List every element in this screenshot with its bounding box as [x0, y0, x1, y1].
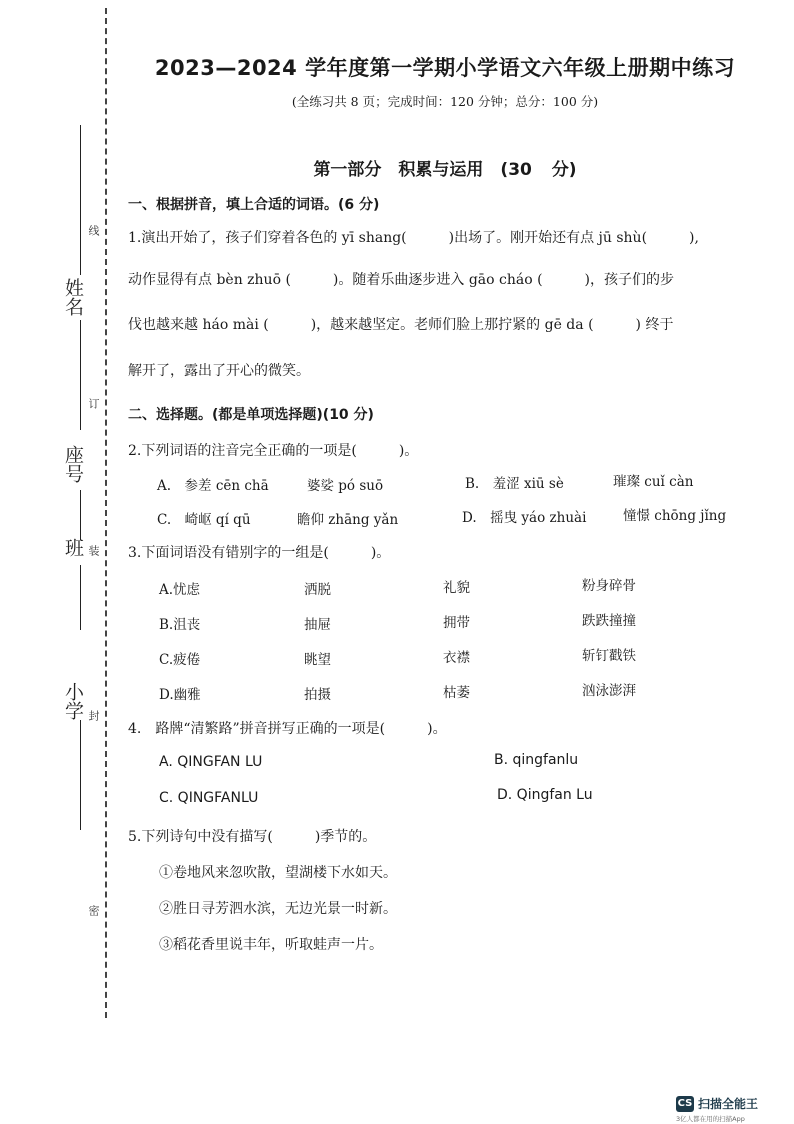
q2-option-b-word2: 璀璨 cuǐ càn	[613, 474, 694, 490]
exam-subtitle: (全练习共 8 页；完成时间：120 分钟；总分：100 分)	[291, 94, 599, 109]
q1-line-2: 动作显得有点 bèn zhuō ( )。随着乐曲逐步进入 gāo cháo ( )，孩子们的步	[128, 272, 675, 288]
q2-option-c-word2: 瞻仰 zhāng yǎn	[297, 512, 399, 528]
q4-option-b: B. qingfanlu	[494, 752, 579, 768]
binding-char-mi: 密	[87, 905, 100, 916]
scanner-logo-icon: CS	[676, 1096, 694, 1112]
q3-d-2: 拍摄	[304, 687, 331, 703]
binding-char-zhuang: 装	[87, 545, 100, 556]
scanner-tagline: 3亿人都在用的扫描App	[676, 1115, 745, 1123]
q3-a-4: 粉身碎骨	[582, 578, 636, 594]
exam-title: 2023—2024 学年度第一学期小学语文六年级上册期中练习	[154, 56, 736, 80]
q5-poem-2: ②胜日寻芳泗水滨，无边光景一时新。	[159, 901, 397, 917]
q3-c-1: C.疲倦	[159, 652, 201, 668]
q3-b-4: 跌跌撞撞	[582, 613, 636, 629]
binding-char-line: 线	[87, 225, 100, 236]
q3-stem: 3.下面词语没有错别字的一组是( )。	[128, 545, 391, 561]
q4-option-a: A. QINGFAN LU	[159, 754, 263, 770]
binding-char-feng: 封	[87, 710, 100, 721]
q5-poem-1: ①卷地风来忽吹散，望湖楼下水如天。	[159, 865, 397, 881]
q1-line-4: 解开了，露出了开心的微笑。	[128, 363, 310, 379]
q1-line-1: 1.演出开始了，孩子们穿着各色的 yī shang( )出场了。刚开始还有点 jū shù( ),	[128, 230, 699, 246]
scanner-watermark	[676, 1095, 758, 1112]
q3-d-1: D.幽雅	[159, 687, 201, 703]
q3-c-4: 斩钉戳铁	[582, 648, 636, 664]
name-rule	[80, 125, 81, 275]
q2-option-d-word2: 憧憬 chōng jǐng	[623, 508, 727, 524]
q2-option-d: D. 摇曳 yáo zhuài	[462, 510, 587, 526]
class-rule-bottom	[80, 565, 81, 630]
q2-option-a-word2: 婆娑 pó suō	[307, 478, 384, 494]
class-rule-top	[80, 490, 81, 540]
q3-a-2: 洒脱	[304, 582, 331, 598]
q5-poem-3: ③稻花香里说丰年，听取蛙声一片。	[159, 937, 383, 953]
q1-line-3: 伐也越来越 háo mài ( )，越来越坚定。老师们脸上那拧紧的 gē da ( ) 终于	[128, 317, 674, 333]
q4-stem: 4. 路牌“清繁路”拼音拼写正确的一项是( )。	[128, 721, 447, 737]
section1-title: 一、根据拼音，填上合适的词语。(6 分)	[128, 197, 380, 213]
binding-dashed-line	[105, 8, 107, 1018]
q3-d-3: 枯萎	[443, 685, 470, 701]
q2-option-b: B. 羞涩 xiū sè	[465, 476, 564, 492]
school-rule	[80, 720, 81, 830]
seat-label: 座号	[62, 445, 84, 483]
scanner-name: 扫描全能王	[698, 1097, 759, 1111]
seat-rule	[80, 320, 81, 430]
section2-title: 二、选择题。(都是单项选择题)(10 分)	[128, 407, 374, 423]
q2-option-a: A. 参差 cēn chā	[157, 478, 269, 494]
q3-d-4: 汹泳澎湃	[582, 683, 636, 699]
q3-b-2: 抽屉	[304, 617, 331, 633]
q3-b-1: B.沮丧	[159, 617, 201, 633]
q3-a-1: A.忧虑	[159, 582, 201, 598]
q5-stem: 5.下列诗句中没有描写( )季节的。	[128, 829, 377, 845]
name-label: 姓名	[62, 278, 84, 316]
q3-b-3: 拥带	[443, 615, 470, 631]
q4-option-d: D. Qingfan Lu	[497, 787, 593, 803]
q3-a-3: 礼貌	[443, 580, 470, 596]
q2-option-c: C. 崎岖 qí qū	[157, 512, 251, 528]
binding-char-ding: 订	[87, 398, 100, 409]
school-label: 小学	[62, 682, 84, 720]
q3-c-3: 衣襟	[443, 650, 470, 666]
q2-stem: 2.下列词语的注音完全正确的一项是( )。	[128, 443, 419, 459]
class-label: 班	[62, 538, 84, 557]
part1-title: 第一部分 积累与运用 (30 分)	[313, 160, 577, 180]
q3-c-2: 眺望	[304, 652, 331, 668]
q4-option-c: C. QINGFANLU	[159, 790, 259, 806]
